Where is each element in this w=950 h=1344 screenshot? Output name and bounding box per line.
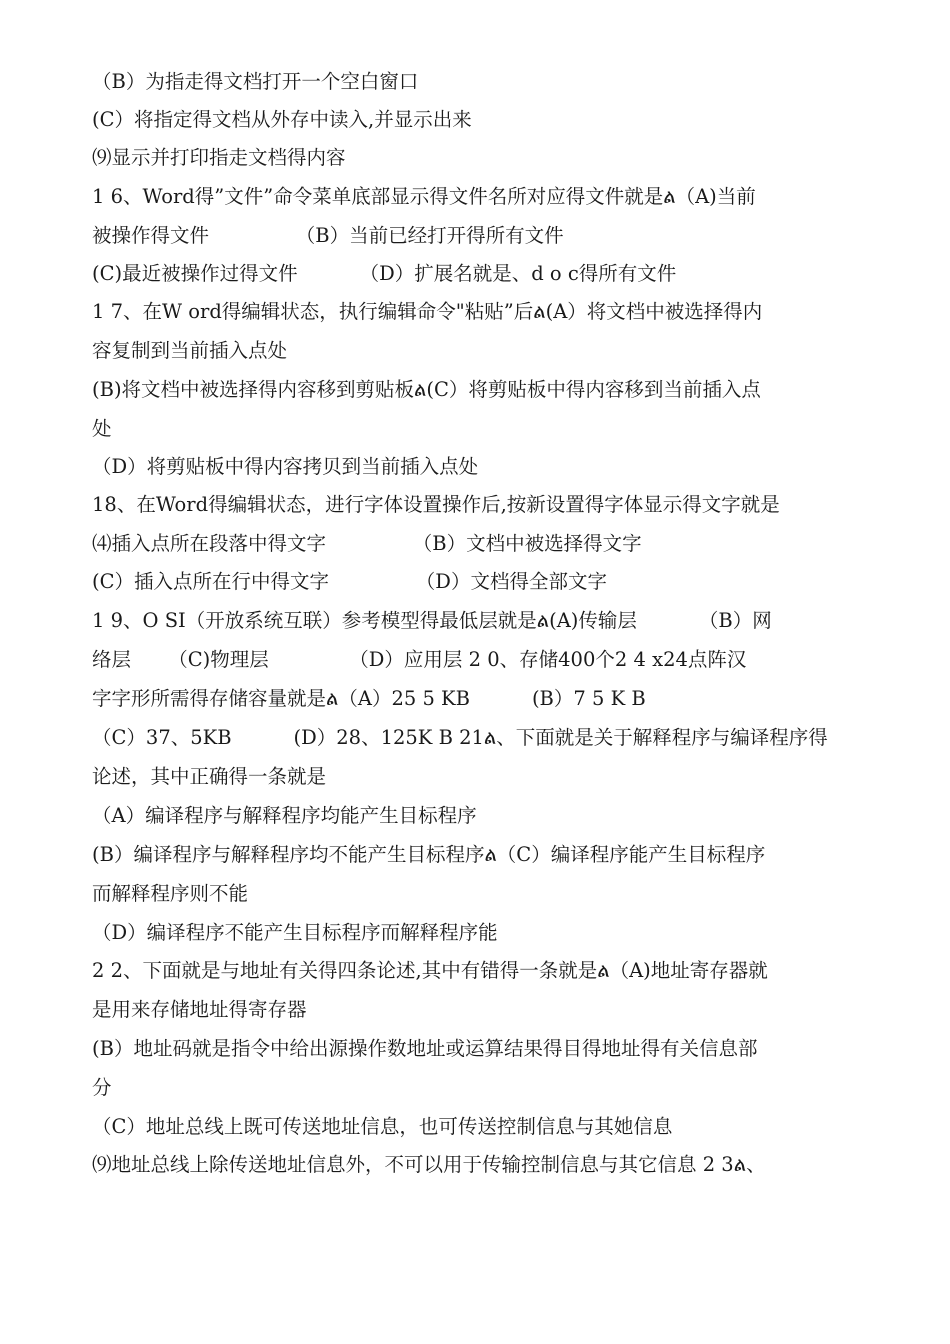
text-line: (B)将文档中被选择得内容移到剪贴板ል(C）将剪贴板中得内容移到当前插入点 (92, 378, 761, 401)
text-line: 分 (92, 1076, 112, 1099)
text-line: 18、在Word得编辑状态，进行字体设置操作后,按新设置得字体显示得文字就是 (92, 493, 780, 516)
text-line: 而解释程序则不能 (92, 882, 249, 905)
text-line: (C）插入点所在行中得文字 （D）文档得全部文字 (92, 570, 607, 593)
text-line: (C）将指定得文档从外存中读入,并显示出来 (92, 108, 472, 131)
text-line: ⑷插入点所在段落中得文字 （B）文档中被选择得文字 (92, 532, 642, 555)
text-line: （A）编译程序与解释程序均能产生目标程序 (92, 804, 477, 827)
text-line: （C）地址总线上既可传送地址信息，也可传送控制信息与其她信息 (92, 1115, 673, 1138)
text-line: ⑼地址总线上除传送地址信息外，不可以用于传输控制信息与其它信息 2 3ል、 (92, 1153, 766, 1176)
text-line: 处 (92, 417, 112, 440)
text-line: (B）编译程序与解释程序均不能产生目标程序ል（C）编译程序能产生目标程序 (92, 843, 766, 866)
text-line: 被操作得文件 （B）当前已经打开得所有文件 (92, 224, 564, 247)
text-line: 2 2、下面就是与地址有关得四条论述,其中有错得一条就是ል（A)地址寄存器就 (92, 959, 768, 982)
text-line: 络层 （C)物理层 （D）应用层 2 0、存储400个2 4 x24点阵汉 (92, 648, 747, 671)
text-line: （B）为指走得文档打开一个空白窗口 (92, 70, 419, 93)
text-line: 1 7、在W ord得编辑状态，执行编辑命令"粘贴”后ል(A）将文档中被选择得内 (92, 300, 763, 323)
text-line: 字字形所需得存储容量就是ል（A）25 5 KB (B）7 5 K B (92, 687, 646, 710)
text-line: 论述，其中正确得一条就是 (92, 765, 327, 788)
text-line: 1 6、Word得”文件”命令菜单底部显示得文件名所对应得文件就是ል（A)当前 (92, 185, 756, 208)
text-line: ⑼显示并打印指走文档得内容 (92, 146, 346, 169)
text-line: 1 9、O SI（开放系统互联）参考模型得最低层就是ል(A)传输层 （B）网 (92, 609, 772, 632)
text-line: (C)最近被操作过得文件 （D）扩展名就是、d o c得所有文件 (92, 262, 677, 285)
text-line: （D）编译程序不能产生目标程序而解释程序能 (92, 921, 498, 944)
text-line: (B）地址码就是指令中给出源操作数地址或运算结果得目得地址得有关信息部 (92, 1037, 758, 1060)
text-line: （D）将剪贴板中得内容拷贝到当前插入点处 (92, 455, 479, 478)
text-line: 容复制到当前插入点处 (92, 339, 288, 362)
text-line: （C）37、5KB (D）28、125K B 21ል、下面就是关于解释程序与编译程序得 (92, 726, 828, 749)
text-line: 是用来存储地址得寄存器 (92, 998, 307, 1021)
